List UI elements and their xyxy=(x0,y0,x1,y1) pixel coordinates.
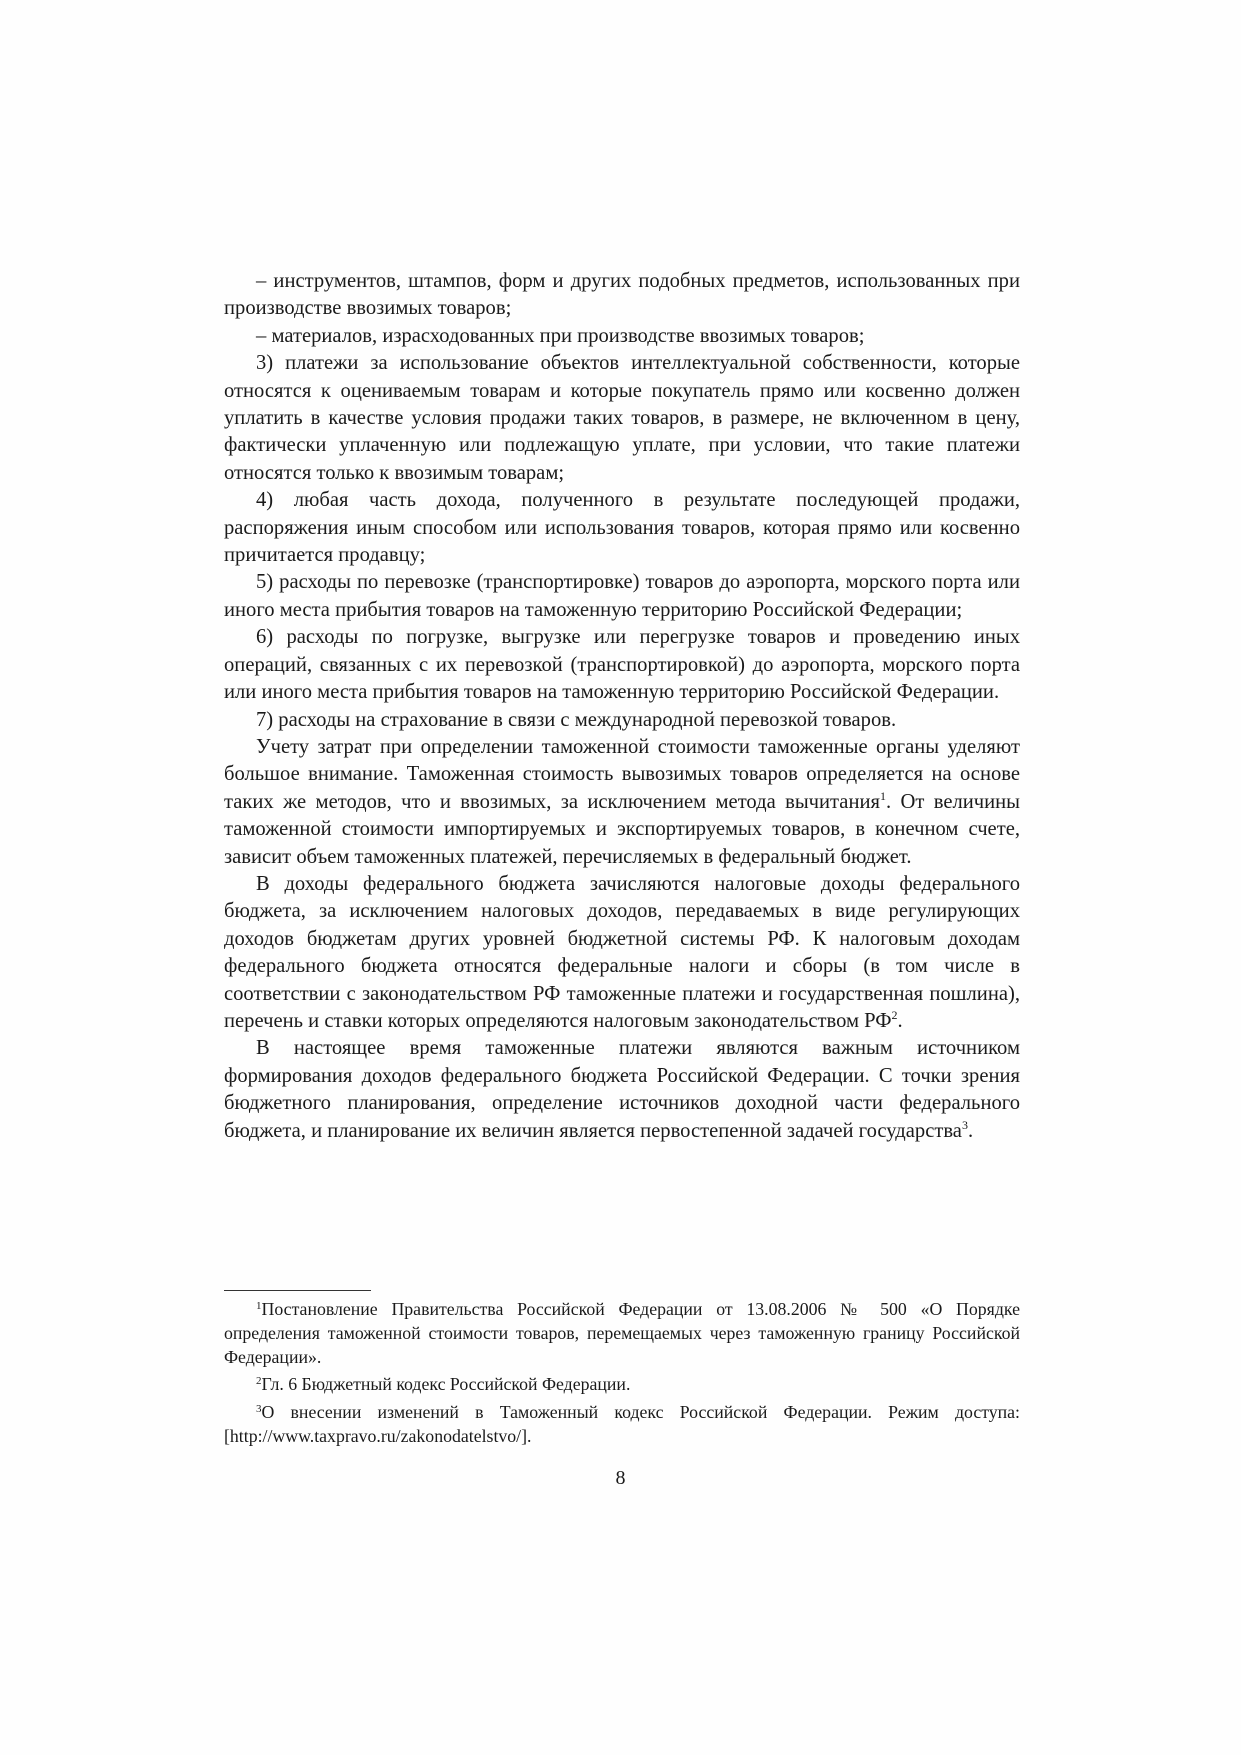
paragraph-cost-accounting: Учету затрат при определении таможенной стоимости таможенные органы уделяют большое внимание. Таможенная стоимость вывозимых товаров определяется на основе таких же методов, что и ввозимых, за исключением метода вычитания$^1$. От величины таможенной стоимости импортируемых и экспортируемых товаров, в конечном счете, зависит объем таможенных платежей, перечисляемых в федеральный бюджет. xyxy=(224,735,1021,868)
footnote-2: $^2$Гл. 6 Бюджетный кодекс Российской Федерации. xyxy=(256,1374,631,1395)
footnote-divider xyxy=(224,1290,371,1291)
paragraph-materials-item: – материалов, израсходованных при производстве ввозимых товаров; xyxy=(256,324,865,347)
footnote-ref-3[interactable]: 3 xyxy=(961,1117,968,1132)
paragraph-item-6: 6) расходы по погрузке, выгрузке или перегрузке товаров и проведению иных операций, связанных с их перевозкой (транспортировкой) до аэропорта, морского порта или иного места прибытия товаров на таможенную территорию Российской Федерации. xyxy=(224,626,1020,704)
paragraph-federal-budget-income: В доходы федерального бюджета зачисляются налоговые доходы федерального бюджета, за исключением налоговых доходов, передаваемых в виде регулирующих доходов бюджетам других уровней бюджетной системы РФ. К налоговым доходам федерального бюджета относятся федеральные налоги и сборы (в том числе в соответствии с законодательством РФ таможенные платежи и государственная пошлина), перечень и ставки которых определяются налоговым законодательством $РФ^2$. xyxy=(224,872,1020,1032)
paragraph-tools-item: – инструментов, штампов, форм и других подобных предметов, использованных при производстве ввозимых товаров; xyxy=(224,270,1020,320)
footnote-1: $^1$Постановление Правительства Российской Федерации от 13.08.2006 № 500 «О Порядке определения таможенной стоимости товаров, перемещаемых через таможенную границу Российской Федерации». xyxy=(224,1299,1020,1367)
paragraph-item-4: 4) любая часть дохода, полученного в результате последующей продажи, распоряжения иным способом или использования товаров, которая прямо или косвенно причитается продавцу; xyxy=(224,489,1020,567)
paragraph-item-5: 5) расходы по перевозке (транспортировке) товаров до аэропорта, морского порта или иного места прибытия товаров на таможенную территорию Российской Федерации; xyxy=(224,571,1020,621)
paragraph-customs-payments: В настоящее время таможенные платежи являются важным источником формирования доходов федерального бюджета Российской Федерации. С точки зрения бюджетного планирования, определение источников доходной части федерального бюджета, и планирование их величин является первостепенной задачей государства$^3$. xyxy=(224,1037,1020,1142)
paragraph-item-7: 7) расходы на страхование в связи с международной перевозкой товаров. xyxy=(256,708,897,731)
footnote-ref-2[interactable]: 2 xyxy=(891,1007,898,1022)
page-number: 8 xyxy=(615,1467,626,1489)
body-text xyxy=(224,268,1020,1145)
paragraph-item-3: 3) платежи за использование объектов интеллектуальной собственности, которые относятся к оцениваемым товарам и которые покупатель прямо или косвенно должен уплатить в качестве условия продажи таких товаров, в размере, не включенном в цену, фактически уплаченную или подлежащую уплате, при условии, что такие платежи относятся только к ввозимым товарам; xyxy=(224,352,1020,484)
footnotes xyxy=(224,1298,1020,1453)
footnote-3: $^3$О внесении изменений в Таможенный кодекс Российской Федерации. Режим доступа: [http://www.taxpravo.ru/zakonodatelstvo/]. xyxy=(224,1402,1020,1446)
footnote-ref-1[interactable]: 1 xyxy=(879,788,886,803)
